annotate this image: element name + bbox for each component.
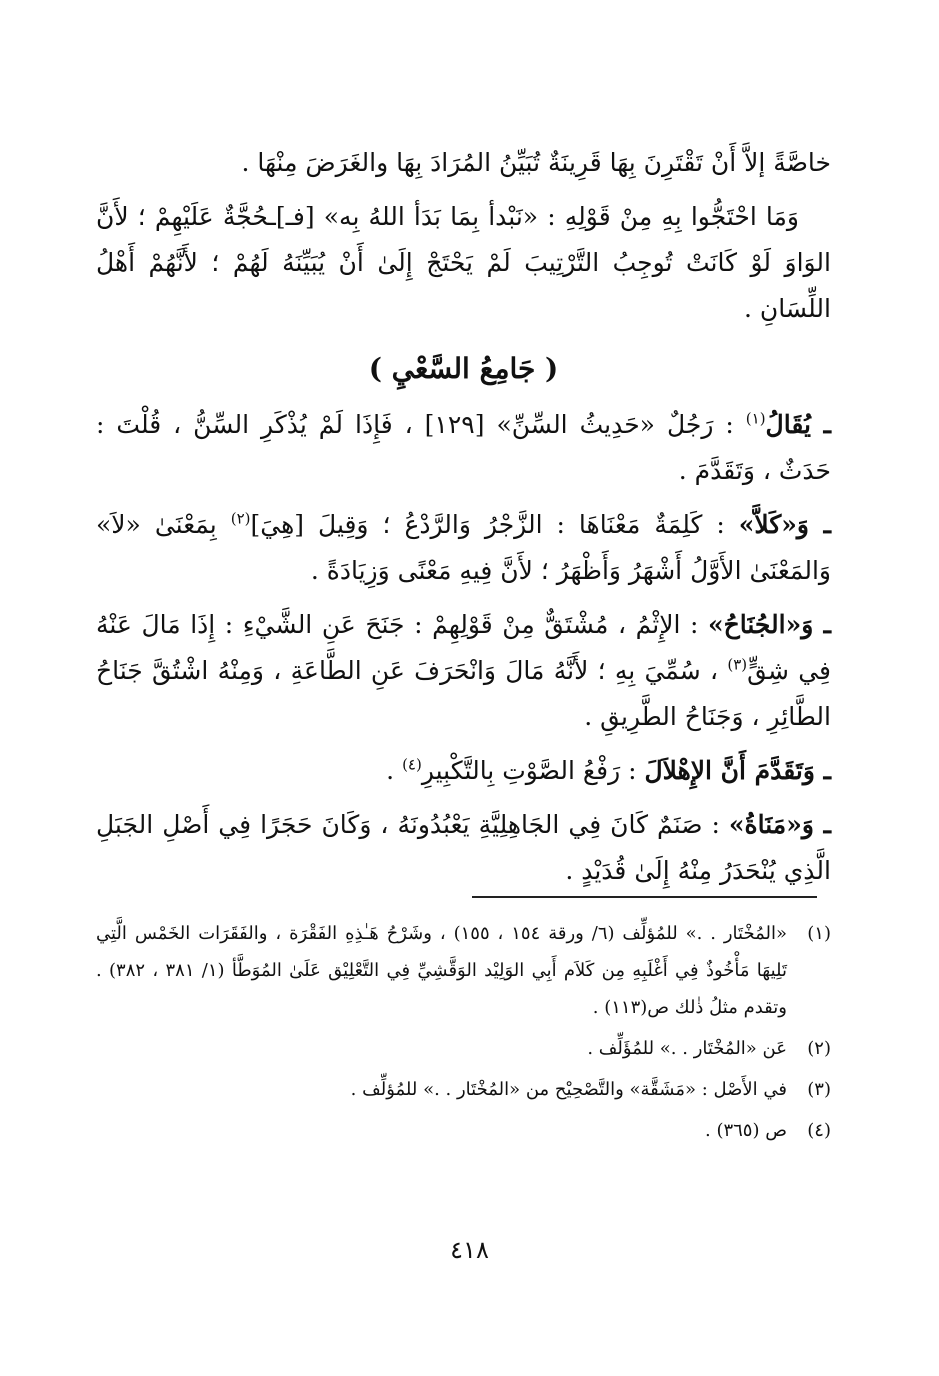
footnote-number: (١) [807, 923, 831, 944]
paragraph-line-1: خاصَّةً إلاَّ أَنْ تَقْتَرِنَ بِهَا قَرِينَةٌ تُبَيِّنُ المُرَادَ بِهَا والغَرَضَ مِنْهَا . [241, 148, 831, 177]
entry-text: : الإِثْمُ ، مُشْتَقٌّ مِنْ قَوْلِهِمْ : جَنَحَ عَنِ الشَّيْءِ : إِذَا مَالَ عَنْهُ فِي شِقٍّ [96, 610, 831, 685]
entry-text: : كَلِمَةٌ مَعْنَاهَا : الزَّجْرُ وَالرَّدْعُ ؛ وَقِيلَ [هِيَ] [250, 510, 739, 539]
entry-text: : صَنَمٌ كَانَ فِي الجَاهِلِيَّةِ يَعْبُدُونَهُ ، وَكَانَ حَجَرًا فِي أَصْلِ الجَبَلِ الَّذِي يُنْحَدَرُ مِنْهُ إِلَىٰ قُدَيْدٍ . [96, 810, 831, 885]
footnote-1 [96, 915, 831, 1026]
footnote-text: في الأَصْل : «مَشَقَّة» والتَّصْحِيْح من «المُخْتَار . .» للمُؤلِّف . [350, 1079, 787, 1100]
footnote-divider [472, 896, 817, 898]
entry-text: : رَجُلٌ «حَدِيثُ السِّنِّ» [١٢٩] ، فَإِذَا لَمْ يُذْكَرِ السِّنُّ ، قُلْتَ : حَدَثٌ ، وَتَقَدَّمَ . [96, 410, 831, 485]
entry-text: ، سُمِّيَ بِهِ ؛ لأَنَّهُ مَالَ وَانْحَرَفَ عَنِ الطَّاعَةِ ، وَمِنْهُ اشْتُقَّ جَنَاحُ الطَّائِرِ ، وَجَنَاحُ الطَّرِيقِ . [96, 656, 831, 731]
footnote-ref: (٢) [230, 509, 251, 528]
entry-text: بِمَعْنَىٰ «لاَ» وَالمَعْنَىٰ الأَوَّلُ أَشْهَرُ وَأَظْهَرُ ؛ لأَنَّ فِيهِ مَعْنًى وَزِيَادَةً . [96, 510, 831, 585]
footnote-ref: (١) [745, 409, 766, 428]
entry-term: ـ وَ«الجُنَاحُ» [708, 610, 831, 639]
footnote-2 [96, 1030, 831, 1067]
footnote-number: (٣) [807, 1079, 831, 1100]
footnotes [96, 915, 831, 1153]
entry-term: ـ وَ«كَلاَّ» [738, 510, 831, 539]
footnote-number: (٢) [807, 1038, 831, 1059]
entry-al-ihlal [96, 748, 831, 794]
footnote-4 [96, 1112, 831, 1149]
main-text [96, 140, 831, 902]
paragraph-argument: وَمَا احْتَجُّوا بِهِ مِنْ قَوْلِهِ : «نَبْدأ بِمَا بَدَأ اللهُ بِه» [فـ]ـحُجَّةٌ عَلَيْهِمْ ؛ لأَنَّ الوَاوَ لَوْ كَانَتْ تُوجِبُ التَّرْتِيبَ لَمْ يَحْتَجْ إِلَىٰ أَنْ يُبَيِّنَهُ لَهُمْ ؛ لأَنَّهُمْ أَهْلُ اللِّسَانِ . [96, 202, 831, 323]
entry-text: : رَفْعُ الصَّوْتِ بِالتَّكْبِيرِ [421, 756, 645, 785]
entry-hadith-al-sinn [96, 402, 831, 494]
entry-manat [96, 802, 831, 894]
footnote-text: «المُخْتَار . .» للمُؤلِّف (٦/ ورقة ١٥٤ ، ١٥٥) ، وشَرْحُ هَـٰذِهِ الفَقْرَة ، والفَقَرَات الخَمْس الَّتِي تَلِيهَا مَأْخُوذٌ فِي أَغْلَبِهِ مِن كَلاَم أَبِي الوَلِيْد الوَقَّشِيِّ فِي التَّعْلِيْق عَلَىٰ المُوَطَّأ (١/ ٣٨١ ، ٣٨٢) . وتقدم مثلُ ذٰلك ص(١١٣) . [96, 923, 788, 1018]
entry-kalla [96, 502, 831, 594]
entry-text: . [386, 756, 403, 785]
entry-term: ـ وَ«مَنَاةُ» [728, 810, 831, 839]
footnote-number: (٤) [807, 1120, 831, 1141]
entry-term: ـ وَتَقَدَّمَ أَنَّ الإِهْلاَلَ [644, 756, 831, 785]
section-heading: ( جَامِعُ السَّعْيِ ) [368, 352, 559, 385]
page-number: ٤١٨ [450, 1236, 489, 1264]
footnote-3 [96, 1071, 831, 1108]
footnote-text: ص (٣٦٥) . [705, 1120, 787, 1141]
footnote-ref: (٣) [727, 655, 748, 674]
footnote-ref: (٤) [402, 755, 422, 774]
entry-term: ـ يُقَالُ [765, 410, 831, 439]
footnote-text: عَن «المُخْتَار . .» للمُؤَلِّف . [587, 1038, 787, 1059]
entry-al-junah [96, 602, 831, 740]
